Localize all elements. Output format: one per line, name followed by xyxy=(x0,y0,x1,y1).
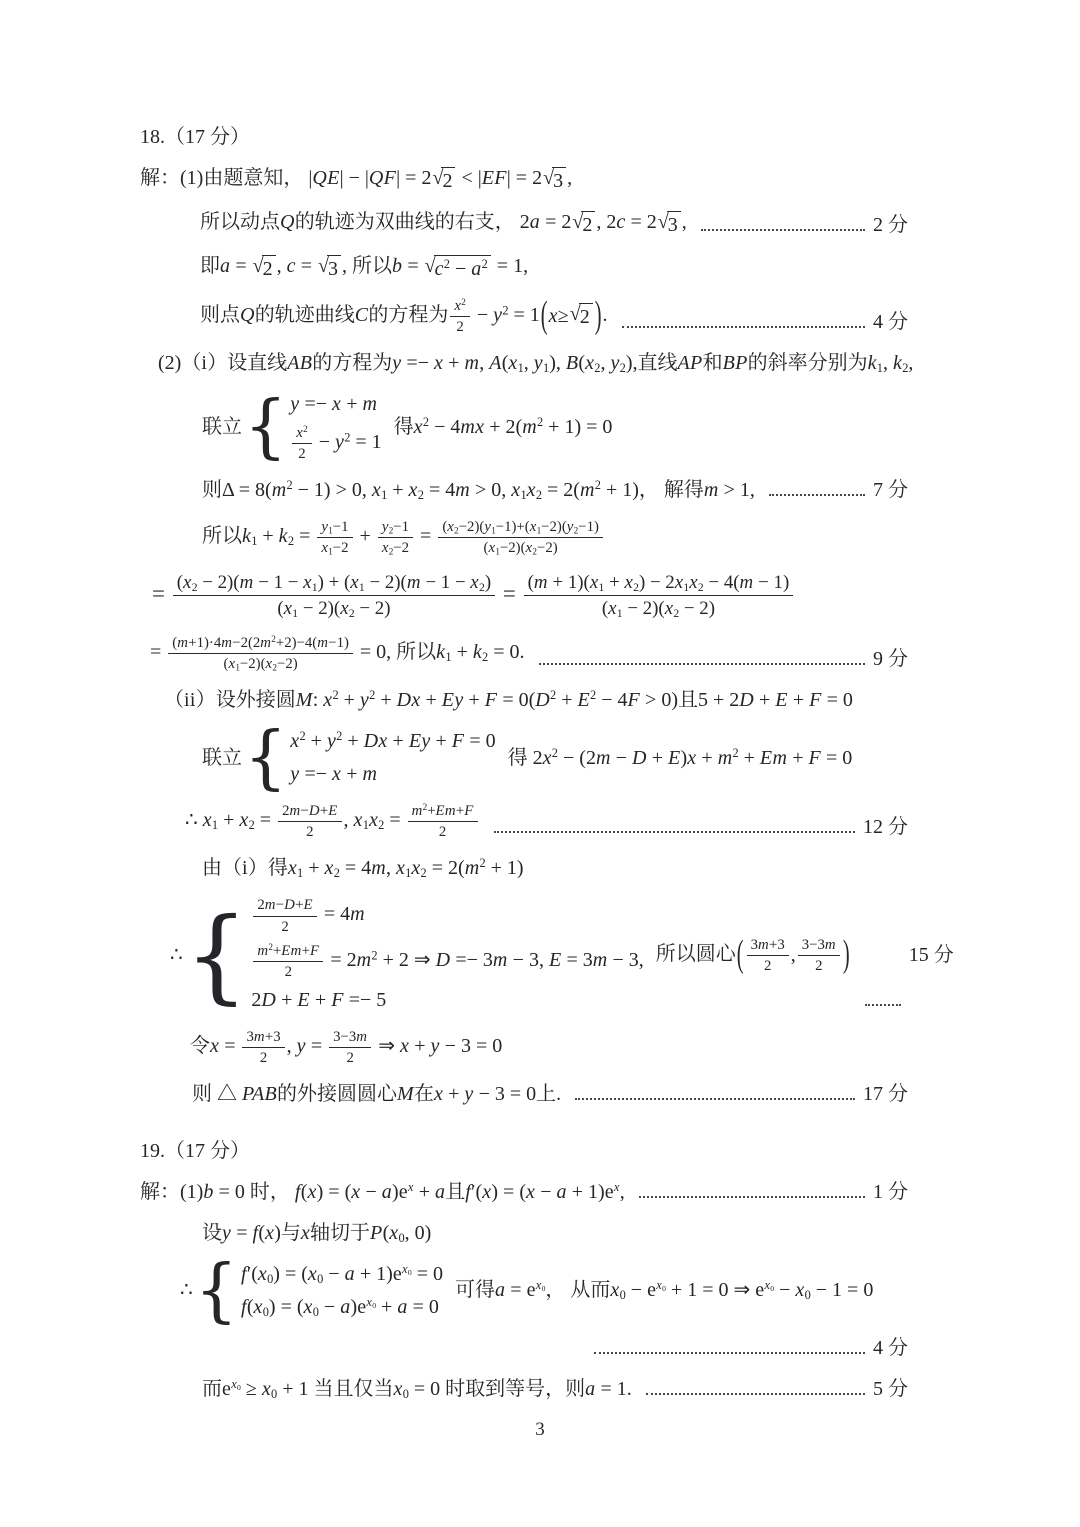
fraction: $\frac{(x_2-2)(y_1-1)+(x_1-2)(y_2-1)}{(x_1-2)(x_2-2)}$ xyxy=(438,518,603,557)
dotted-leader xyxy=(622,326,865,328)
math-content: 所以$k_1 + k_2$ = $\frac{y_1-1}{x_1-2}$ + $\frac{y_2-1}{x_2-2}$ = $\frac{(x_2-2)(y_1-1)+(x_1-2)(y_2-1)}{(x_1-2)(x_2-2)}$ xyxy=(202,518,605,557)
line-18-2i-5 xyxy=(150,634,908,673)
system-row: 2D + E + F =− 5 xyxy=(251,988,387,1011)
fraction: $\frac{(m+1)\cdot 4m-2(2m^2+2)-4(m-1)}{(x_1-2)(x_2-2)}$ xyxy=(168,634,353,673)
system-prefix: 联立 xyxy=(202,746,242,769)
math-content: （ii）设外接圆M: $x^2 + y^2 + Dx + Ey + F = 0(D^2 + E^2 - 4F > 0)$且5 + 2D + E + F = 0 xyxy=(164,688,853,712)
big-parens: ( $\frac{3m+3}{2}$ , $\frac{3-3m}{2}$ ) xyxy=(736,934,850,976)
line-18-sol-1 xyxy=(140,165,908,195)
fraction: $\frac{2m-D+E}{2}$ xyxy=(278,802,341,841)
math-content: 则$\Delta = 8(m^2 - 1) > 0$, $x_1 + x_2 = 4m > 0$, $x_1x_2 = 2(m^2 + 1)$， 解得m > 1, xyxy=(202,478,755,503)
score-label: 4 分 xyxy=(873,311,908,334)
system-row: y =− x + m xyxy=(290,393,378,416)
line-18-2ii-1 xyxy=(164,687,908,714)
sqrt-radical: √ 2 xyxy=(253,255,276,283)
score-label: 5 分 xyxy=(873,1377,908,1400)
math-content: 则 △ PAB的外接圆圆心M在x + y − 3 = 0上. xyxy=(192,1082,562,1105)
system-row: $x^2 + y^2 + Dx + Ey + F = 0$ xyxy=(290,729,496,753)
sqrt-radical: √ 2 xyxy=(570,303,593,331)
math-content xyxy=(170,896,851,1013)
equation-system xyxy=(170,896,851,1013)
math-content: 19.（17 分） xyxy=(140,1139,250,1162)
math-content xyxy=(180,1250,874,1331)
fraction: $\frac{y_2-1}{x_2-2}$ xyxy=(378,518,413,557)
radical-sign-icon: √ xyxy=(318,255,330,277)
radical-sign-icon: √ xyxy=(252,255,264,277)
dotted-leader xyxy=(494,831,855,833)
fraction: $\frac{3m+3}{2}$ xyxy=(242,1028,284,1067)
curly-brace-icon: { xyxy=(194,1250,238,1331)
system-line-AB xyxy=(202,386,908,468)
score-label: 1 分 xyxy=(873,1180,908,1203)
sqrt-radical: √ 3 xyxy=(543,167,566,195)
fraction: $\frac{2m-D+E}{2}$ xyxy=(253,896,316,935)
fraction: $\frac{3-3m}{2}$ xyxy=(798,936,840,975)
line-18-2i-1 xyxy=(158,350,914,377)
fraction: $\frac{3m+3}{2}$ xyxy=(747,936,789,975)
problem-19-heading xyxy=(140,1138,908,1165)
math-content xyxy=(202,717,853,799)
system-row: $\frac{m^2+Em+F}{2}$ = $2m^2 + 2$ ⇒ D =− 3m − 3, E = 3m − 3, xyxy=(251,942,643,981)
radical-sign-icon: √ xyxy=(424,255,436,277)
equation-system xyxy=(202,717,853,799)
system-row: $\frac{2m-D+E}{2}$ = 4m xyxy=(251,896,365,935)
math-content: 而$e^{x_0} \ge x_0 + 1$ 当且仅当$x_0 = 0$ 时取到等号，则a = 1. xyxy=(202,1376,632,1401)
radical-sign-icon: √ xyxy=(569,302,581,325)
dotted-leader xyxy=(639,1196,865,1198)
line-19-sol-3 xyxy=(202,1376,908,1403)
document-lines xyxy=(140,124,954,1403)
system-suffix: 可得$a = e^{x_0}$， 从而$x_0 - e^{x_0} + 1 = 0$ ⇒ $e^{x_0} - x_0 - 1 = 0$ xyxy=(454,1278,874,1303)
radical-sign-icon: √ xyxy=(657,211,669,233)
system-suffix: 所以圆心 ( $\frac{3m+3}{2}$ , $\frac{3-3m}{2}$ ) xyxy=(655,934,850,976)
score-label: 7 分 xyxy=(873,479,908,502)
system-suffix: 得$x^2 - 4mx + 2(m^2 + 1) = 0$ xyxy=(393,414,613,438)
fraction: $\frac{x^2}{2}$ xyxy=(450,297,469,336)
fraction: $\frac{y_1-1}{x_1-2}$ xyxy=(317,518,352,557)
dotted-leader xyxy=(701,229,865,231)
line-18-2i-3 xyxy=(202,518,908,557)
line-18-2i-4 xyxy=(152,571,908,620)
fraction: $\frac{(m + 1)(x_1 + x_2) - 2x_1x_2 - 4(m - 1)}{(x_1 - 2)(x_2 - 2)}$ xyxy=(524,571,794,620)
radical-sign-icon: √ xyxy=(543,167,555,189)
system-line-circle xyxy=(202,717,908,799)
sqrt-radical: √ 3 xyxy=(318,255,341,283)
dotted-leader xyxy=(646,1393,865,1395)
line-18-sol-2 xyxy=(200,209,908,239)
big-parens: ( x ≥ √ 2 ) xyxy=(540,295,602,337)
line-18-2ii-3 xyxy=(202,855,908,882)
sqrt-radical: √ 3 xyxy=(658,211,681,239)
system-row: $\frac{x^2}{2}$ − $y^2 = 1$ xyxy=(290,424,381,463)
radical-sign-icon: √ xyxy=(572,211,584,233)
math-content: = $\frac{(m+1)\cdot 4m-2(2m^2+2)-4(m-1)}{(x_1-2)(x_2-2)}$ = 0, 所以$k_1 + k_2 = 0$. xyxy=(150,634,525,673)
problem-18-heading xyxy=(140,124,908,151)
system-row: $f'(x_0) = (x_0 - a + 1)e^{x_0} = 0$ xyxy=(241,1261,443,1286)
system-suffix: 得 $2x^2 - (2m - D + E)x + m^2 + Em + F = 0$ xyxy=(507,746,853,769)
dotted-leader xyxy=(539,663,865,665)
fraction: $\frac{(x_2 - 2)(m - 1 - x_1) + (x_1 - 2)(m - 1 - x_2)}{(x_1 - 2)(x_2 - 2)}$ xyxy=(173,571,495,620)
curly-brace-icon: { xyxy=(244,386,288,468)
dotted-leader xyxy=(769,494,865,496)
line-18-sol-3 xyxy=(200,253,908,283)
system-prefix: 联立 xyxy=(202,415,242,438)
line-18-2ii-5 xyxy=(192,1081,908,1108)
math-content: = $\frac{(x_2 - 2)(m - 1 - x_1) + (x_1 - 2)(m - 1 - x_2)}{(x_1 - 2)(x_2 - 2)}$ = $\frac{(m + 1)(x_1 + x_2) - 2x_1x_2 - 4(m - 1)}{(x_1 - 2)(x_2 - 2)}$ xyxy=(152,571,795,620)
curly-brace-icon: { xyxy=(244,717,288,799)
dotted-leader xyxy=(594,1352,865,1354)
math-content: (2)（i）设直线AB的方程为y =− x + m, $A(x_1$, $y_1$), $B(x_2$, $y_2$),直线AP和BP的斜率分别为$k_1$, $k_2$, xyxy=(158,352,914,376)
score-label: 2 分 xyxy=(873,214,908,236)
score-label: 12 分 xyxy=(863,816,908,839)
math-content: 设y = f(x)与x轴切于$P(x_0$, 0) xyxy=(202,1221,432,1245)
math-content: 所以动点Q的轨迹为双曲线的右支， 2a = 2 √ 2 , 2c = 2 √ 3 , xyxy=(200,209,687,239)
system-line-tangent xyxy=(180,1250,908,1331)
score-label: 15 分 xyxy=(908,943,954,966)
math-content xyxy=(202,386,613,468)
line-18-2ii-2 xyxy=(185,802,908,841)
equation-system xyxy=(180,1250,874,1331)
math-content: 即a = √ 2 , c = √ 3 , 所以b = √ $c^2 - a^2$ = 1, xyxy=(200,253,528,283)
fraction: $\frac{m^2+Em+F}{2}$ xyxy=(253,942,323,981)
math-content: 解：(1)b = 0 时， $f(x) = (x - a)e^x + a$且$f'(x) = (x - a + 1)e^x$, xyxy=(140,1179,625,1203)
math-content: 则点Q的轨迹曲线C的方程为 $\frac{x^2}{2}$ − $y^2 = 1$ ( x ≥ √ 2 ) . xyxy=(200,295,608,337)
score-label: 9 分 xyxy=(873,648,908,671)
fraction: $\frac{x^2}{2}$ xyxy=(292,424,311,463)
line-18-2i-2 xyxy=(202,477,908,504)
math-content: 令x = $\frac{3m+3}{2}$ , y = $\frac{3-3m}{2}$ ⇒ x + y − 3 = 0 xyxy=(190,1028,503,1066)
system-row: $f(x_0) = (x_0 - a)e^{x_0} + a = 0$ xyxy=(241,1294,439,1319)
system-line-DEF xyxy=(170,895,954,1015)
line-18-sol-4 xyxy=(200,297,908,336)
system-prefix: ∴ xyxy=(170,943,183,966)
curly-brace-icon: { xyxy=(184,895,249,1015)
line-18-2ii-4 xyxy=(190,1028,908,1067)
line-19-score-4 xyxy=(580,1335,908,1362)
equation-system xyxy=(202,386,613,468)
score-label: 4 分 xyxy=(873,1336,908,1359)
page-number: 3 xyxy=(535,1419,545,1440)
line-19-sol-2 xyxy=(202,1220,908,1247)
math-content: 18.（17 分） xyxy=(140,126,250,148)
math-content: 由（i）得$x_1 + x_2 = 4m$, $x_1x_2 = 2(m^2 + 1)$ xyxy=(202,856,524,881)
line-19-sol-1 xyxy=(140,1179,908,1206)
dotted-leader xyxy=(575,1098,855,1100)
score-label: 17 分 xyxy=(863,1082,908,1105)
fraction: $\frac{m^2+Em+F}{2}$ xyxy=(408,802,478,841)
fraction: $\frac{3-3m}{2}$ xyxy=(329,1028,371,1067)
system-row: y =− x + m xyxy=(290,763,378,786)
dotted-leader xyxy=(865,1004,901,1006)
math-content: 解：(1)由题意知， |QE| − |QF| = 2 √ 2 < |EF| = 2 √ 3 , xyxy=(140,165,572,195)
radical-sign-icon: √ xyxy=(432,167,444,189)
sqrt-radical: √ 2 xyxy=(432,167,455,195)
math-content: ∴ $x_1 + x_2$ = $\frac{2m-D+E}{2}$ , $x_1x_2$ = $\frac{m^2+Em+F}{2}$ xyxy=(185,802,480,841)
sqrt-radical: √ 2 xyxy=(572,211,595,239)
sqrt-radical: √ $c^2 - a^2$ xyxy=(425,255,491,283)
system-prefix: ∴ xyxy=(180,1279,193,1302)
